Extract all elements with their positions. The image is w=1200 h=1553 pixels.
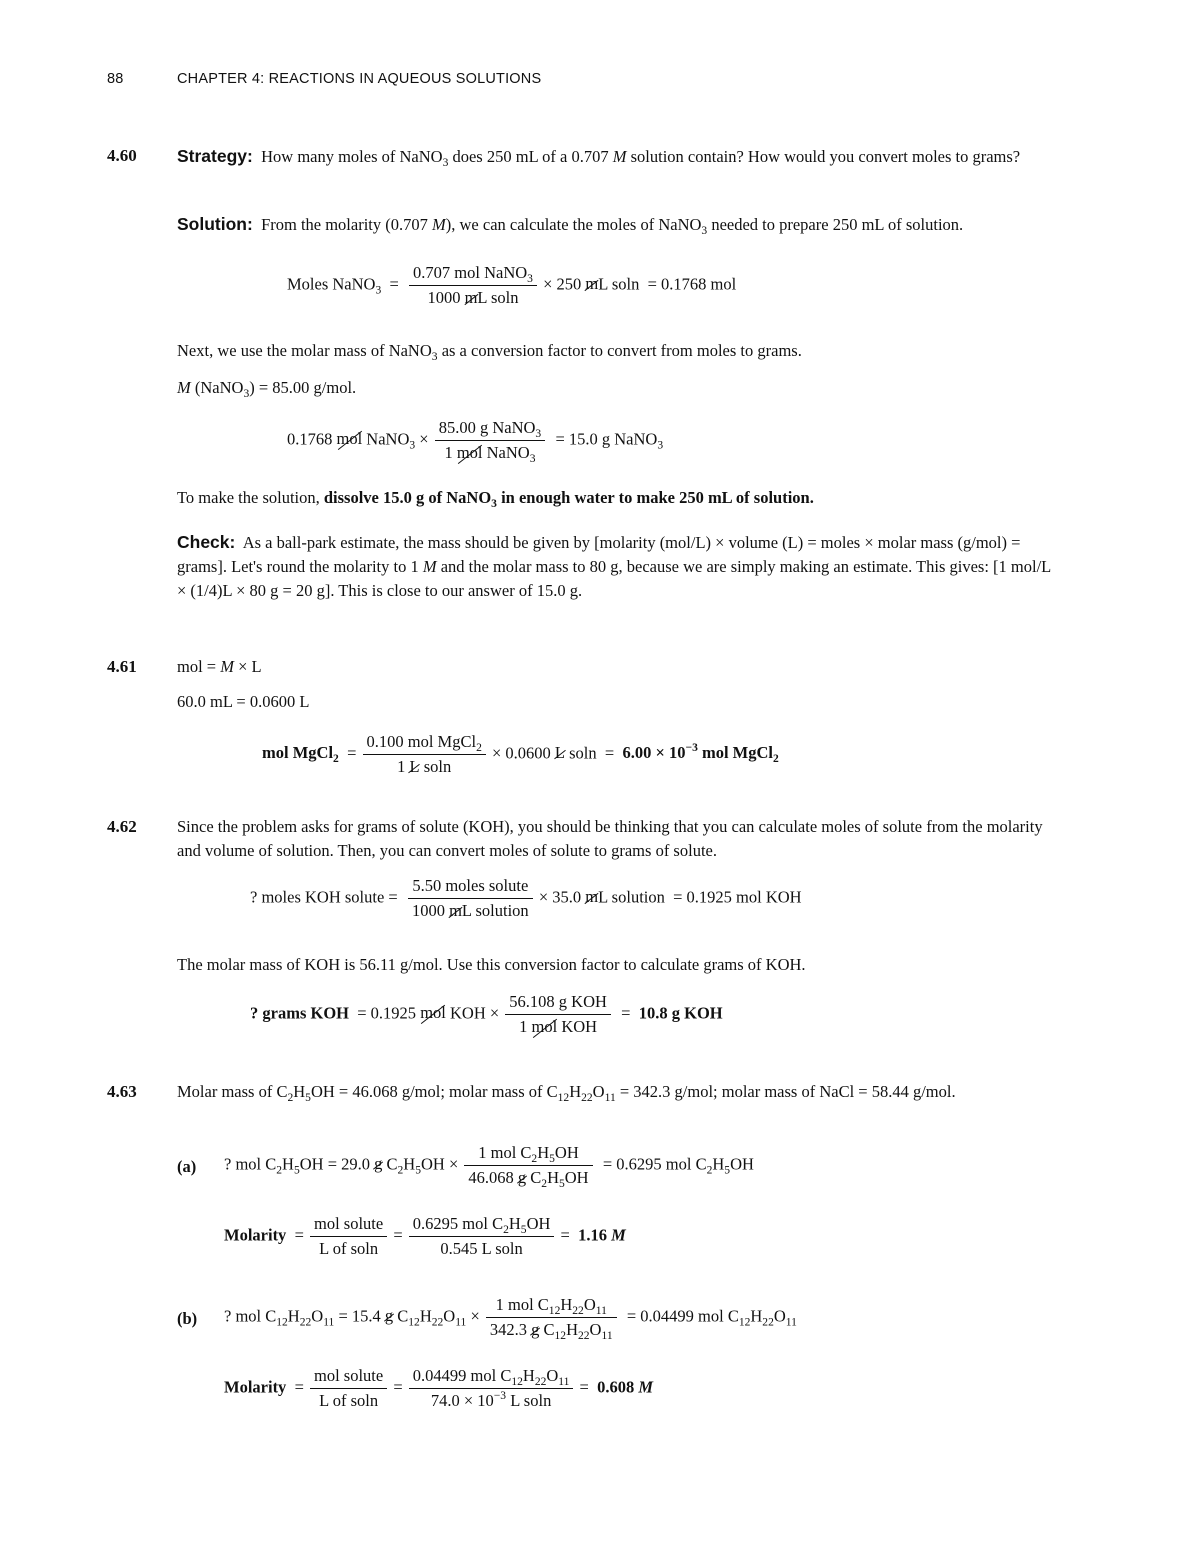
solution-label: Solution: <box>177 214 253 234</box>
part-a-label: (a) <box>177 1157 197 1176</box>
fraction: $\frac{\text{mol solute}}{\text{L of soln}}$ <box>310 1213 387 1260</box>
equation-grams-nano3: 0.1768 mol NaNO$_3$ × $\frac{85.00 g NaNO_3}{1 mol NaNO_3}$ = 15.0 g NaNO$_3$ <box>287 418 664 465</box>
fraction: $\frac{1 mol C_2H_5OH}{46.068 g C_2H_5OH}$ <box>464 1142 592 1189</box>
equation-b-molarity: Molarity = $\frac{\text{mol solute}}{\text{L of soln}}$ = $\frac{0.04499 mol C_{12}H_{22}O_{11}}{74.0 \times 10^{-3} L soln}$ = 0.608 M <box>224 1366 654 1410</box>
strategy-paragraph: Strategy: How many moles of NaNO$_3$ does 250 mL of a 0.707 M solution contain? How would you convert moles to grams? <box>177 146 1021 169</box>
volume-conversion: 60.0 mL = 0.0600 L <box>177 692 310 711</box>
chapter-title: CHAPTER 4: REACTIONS IN AQUEOUS SOLUTIONS <box>177 71 542 87</box>
equation-moles-nano3: Moles NaNO$_3$ = $\frac{0.707 mol NaNO_3}{\text{1000 mL soln}}$ × 250 mL soln = 0.1768 mol <box>287 263 737 307</box>
fraction: $\frac{\text{56.108 g KOH}}{\text{1 mol KOH}}$ <box>505 991 611 1038</box>
check-label: Check: <box>177 532 236 552</box>
molar-mass-nano3: M (NaNO$_3$) = 85.00 g/mol. <box>177 378 357 400</box>
fraction: $\frac{85.00 g NaNO_3}{1 mol NaNO_3}$ <box>435 417 545 464</box>
problem-number-4-61: 4.61 <box>107 657 137 676</box>
equation-b-moles: ? mol $C_{12}H_{22}O_{11} = 15.4$ g $C_{12}H_{22}O_{11}$ × $\frac{1 mol C_{12}H_{22}O_{11}}{342.3 g C_{12}H_{22}O_{11}}$ = 0.04499 mol $C_{12}H_{22}O_{11}$ <box>224 1295 797 1342</box>
mol-formula: mol = M × L <box>177 657 262 676</box>
equation-grams-koh: ? grams KOH = 0.1925 mol KOH × $\frac{\text{56.108 g KOH}}{\text{1 mol KOH}}$ = 10.8 g KOH <box>250 992 723 1036</box>
molar-masses-intro: Molar mass of $C_2H_5OH = 46.068$ g/mol; molar mass of $C_{12}H_{22}O_{11} = 342.3$ g/mol; molar mass of NaCl = 58.44 g/mol. <box>177 1082 956 1104</box>
page-number: 88 <box>107 71 124 87</box>
solution-paragraph: Solution: From the molarity (0.707 M), we can calculate the moles of NaNO$_3$ needed to prepare 250 mL of solution. <box>177 214 964 237</box>
fraction: $\frac{\text{mol solute}}{\text{L of soln}}$ <box>310 1365 387 1412</box>
fraction: $\frac{0.04499 mol C_{12}H_{22}O_{11}}{74.0 \times 10^{-3} L soln}$ <box>409 1365 574 1412</box>
equation-a-moles: ? mol $C_2H_5OH = 29.0$ g $C_2H_5OH$ × $\frac{1 mol C_2H_5OH}{46.068 g C_2H_5OH}$ = 0.6295 mol $C_2H_5OH$ <box>224 1143 754 1190</box>
equation-mol-mgcl2: mol MgCl$_2$ = $\frac{0.100 mol MgCl_2}{\text{1 L soln}}$ × 0.0600 L $soln = 6.00 \times 10^{-3}$ mol MgCl$_2$ <box>262 732 779 776</box>
next-sentence: Next, we use the molar mass of NaNO$_3$ as a conversion factor to convert from moles to grams. <box>177 341 802 363</box>
check-paragraph: Check: As a ball-park estimate, the mass should be given by [molarity (mol/L) × volume (L) = moles × molar mass (g/mol) = grams]. Let's round the molarity to 1 M and the molar mass to 80 g, because we are simply making an estimate. This gives: [1 mol/L × (1/4)L × 80 g = 20 g]. This is close to our answer of 15.0 g. <box>177 532 1051 600</box>
equation-moles-koh: ? moles KOH solute = $\frac{\text{5.50 moles solute}}{\text{1000 mL solution}}$ × 35.0 mL solution = 0.1925 mol KOH <box>250 876 802 920</box>
fraction: $\frac{0.100 mol MgCl_2}{\text{1 L soln}}$ <box>363 731 486 778</box>
strategy-label: Strategy: <box>177 146 253 166</box>
koh-molar-mass: The molar mass of KOH is 56.11 g/mol. Use this conversion factor to calculate grams of KOH. <box>177 955 806 974</box>
equation-a-molarity: Molarity = $\frac{\text{mol solute}}{\text{L of soln}}$ = $\frac{0.6295 mol C_2H_5OH}{\text{0.545 L soln}}$ = 1.16 M <box>224 1214 626 1258</box>
make-solution-sentence: To make the solution, dissolve 15.0 g of NaNO$_3$ in enough water to make 250 mL of solution. <box>177 488 814 510</box>
fraction: $\frac{0.707 mol NaNO_3}{\text{1000 mL soln}}$ <box>409 262 537 309</box>
problem-number-4-63: 4.63 <box>107 1082 137 1101</box>
koh-intro: Since the problem asks for grams of solute (KOH), you should be thinking that you can calculate moles of solute from the molarity and volume of solution. Then, you can convert moles of solute to grams of solute. <box>177 817 1043 860</box>
fraction: $\frac{0.6295 mol C_2H_5OH}{\text{0.545 L soln}}$ <box>409 1213 555 1260</box>
fraction: $\frac{1 mol C_{12}H_{22}O_{11}}{342.3 g C_{12}H_{22}O_{11}}$ <box>486 1294 617 1341</box>
fraction: $\frac{\text{5.50 moles solute}}{\text{1000 mL solution}}$ <box>408 875 533 922</box>
part-b-label: (b) <box>177 1309 198 1328</box>
problem-number-4-62: 4.62 <box>107 817 137 836</box>
problem-number-4-60: 4.60 <box>107 146 137 165</box>
